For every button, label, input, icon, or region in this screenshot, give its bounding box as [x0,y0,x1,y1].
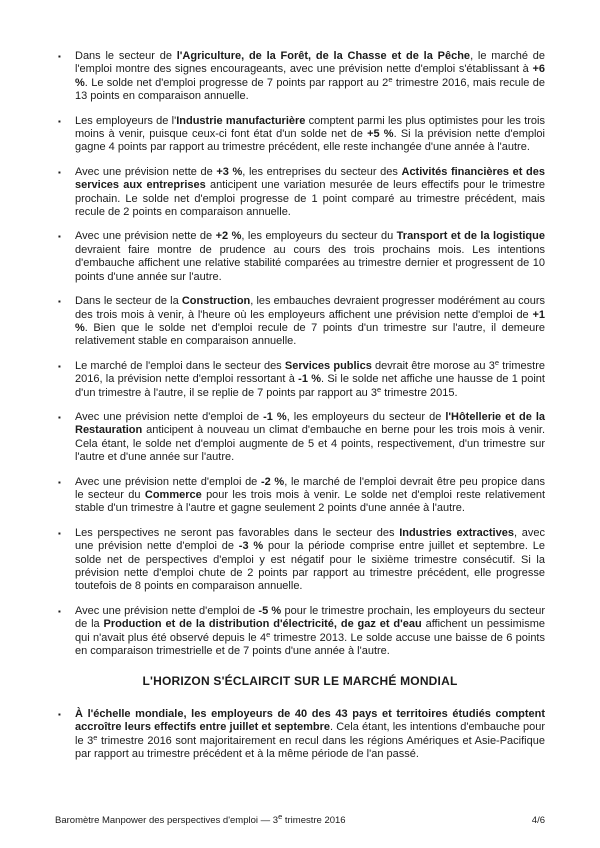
bullet-activites-financieres [55,166,545,220]
bullet-square-icon: ▪ [58,232,61,242]
bullet-industries-extractives-text: Les perspectives ne seront pas favorables dans le secteur des Industries extractives, avec une prévision nette d'emploi de -3 % pour la période comprise entre juillet et septembre. Le solde net de perspectives d'emploi y est négatif pour le sixième trimestre consécutif. Si la prévision nette d'emploi chute de 2 points par rapport au trimestre précédent, elle progresse toutefois de 8 points en comparaison annuelle. [75,526,545,593]
bullet-square-icon: ▪ [58,116,61,126]
bullet-square-icon: ▪ [58,606,61,616]
bullet-square-icon: ▪ [58,477,61,487]
footer-title: Baromètre Manpower des perspectives d'emploi — 3e trimestre 2016 [55,812,346,826]
bullet-production-electricite-text: Avec une prévision nette d'emploi de -5 % pour le trimestre prochain, les employeurs du secteur de la Production et de la distribution d'électricité, de gaz et d'eau affichent un pessimisme qui n'avait plus été observé depuis le 4e trimestre 2013. Le solde accuse une baisse de 6 points en comparaison trimestrielle et de 7 points d'une année à l'autre. [75,604,545,658]
bullet-services-publics [55,357,545,400]
bullet-activites-financieres-text: Avec une prévision nette de +3 %, les entreprises du secteur des Activités financières et des services aux entreprises anticipent une variation mesurée de leurs effectifs pour le trimestre prochain. Le solde net d'emploi progresse de 1 point comparé au trimestre précédent, mais recule de 2 points en comparaison annuelle. [75,165,545,219]
bullet-square-icon: ▪ [58,297,61,307]
bullet-echelle-mondiale-text: À l'échelle mondiale, les employeurs de 40 des 43 pays et territoires étudiés comptent accroître leurs effectifs entre juillet et septembre. Cela étant, les intentions d'embauche pour le 3e trimestre 2016 sont majoritairement en recul dans les régions Amériques et Asie-Pacifique par rapport au trimestre précédent et à la même période de l'an passé. [75,707,545,761]
bullet-hotellerie-restauration [55,411,545,465]
bullet-agriculture [55,50,545,104]
page-footer [55,812,545,826]
bullet-construction [55,295,545,349]
bullet-construction-text: Dans le secteur de la Construction, les embauches devraient progresser modérément au cours des trois mois à venir, à l'heure où les employeurs affichent une prévision nette d'emploi de +1 %. Bien que le solde net d'emploi recule de 7 points d'un trimestre sur l'autre, il demeure relativement stable en comparaison annuelle. [75,295,545,348]
page-number: 4/6 [531,815,545,826]
bullet-hotellerie-restauration-text: Avec une prévision nette d'emploi de -1 %, les employeurs du secteur de l'Hôtellerie et de la Restauration anticipent à nouveau un climat d'embauche en berne pour les trois mois à venir. Cela étant, le solde net d'emploi augmente de 5 et 4 points, respectivement, d'un trimestre sur l'autre et d'une année sur l'autre. [75,410,546,464]
bullet-industrie-manufacturiere [55,115,545,155]
bullet-square-icon: ▪ [58,709,61,719]
bullet-transport-logistique [55,230,545,284]
bullet-industries-extractives [55,527,545,594]
bullet-square-icon: ▪ [58,361,61,371]
bullet-industrie-manufacturiere-text: Les employeurs de l'Industrie manufacturière comptent parmi les plus optimistes pour les trois moins à venir, puisque ceux-ci font état d'un solde net de +5 %. Si la prévision nette d'emploi gagne 4 points par rapport au trimestre précédent, elle reste inchangée d'une année à l'autre. [75,114,545,154]
bullet-transport-logistique-text: Avec une prévision nette de +2 %, les employeurs du secteur du Transport et de la logistique devraient faire montre de prudence au cours des trois prochains mois. Les intentions d'embauche affichent une relative stabilité comparées au trimestre dernier et progressent de 10 points d'une année sur l'autre. [75,230,545,283]
bullet-square-icon: ▪ [58,412,61,422]
bullet-production-electricite [55,605,545,659]
bullet-services-publics-text: Le marché de l'emploi dans le secteur des Services publics devrait être morose au 3e trimestre 2016, la prévision nette d'emploi ressortant à -1 %. Si le solde net affiche une hausse de 1 point d'un trimestre à l'autre, il se replie de 7 points par rapport au 3e trimestre 2015. [75,357,545,399]
bullet-agriculture-text: Dans le secteur de l'Agriculture, de la Forêt, de la Chasse et de la Pêche, le marché de l'emploi montre des signes encourageants, avec une prévision nette d'emploi s'établissant à +6 %. Le solde net d'emploi progresse de 7 points par rapport au 2e trimestre 2016, mais recule de 13 points en comparaison annuelle. [75,50,546,103]
bullet-commerce [55,476,545,516]
section-heading: L'HORIZON S'ÉCLAIRCIT SUR LE MARCHÉ MONDIAL [142,674,458,689]
bullet-commerce-text: Avec une prévision nette d'emploi de -2 %, le marché de l'emploi devrait être peu propice dans le secteur du Commerce pour les trois mois à venir. Le solde net d'emploi reste relativement stable d'un trimestre à l'autre et gagne seulement 2 points d'une année à l'autre. [75,475,546,515]
bullet-square-icon: ▪ [58,167,61,177]
bullet-square-icon: ▪ [58,52,61,61]
bullet-square-icon: ▪ [58,528,61,538]
bullet-echelle-mondiale [55,708,545,762]
